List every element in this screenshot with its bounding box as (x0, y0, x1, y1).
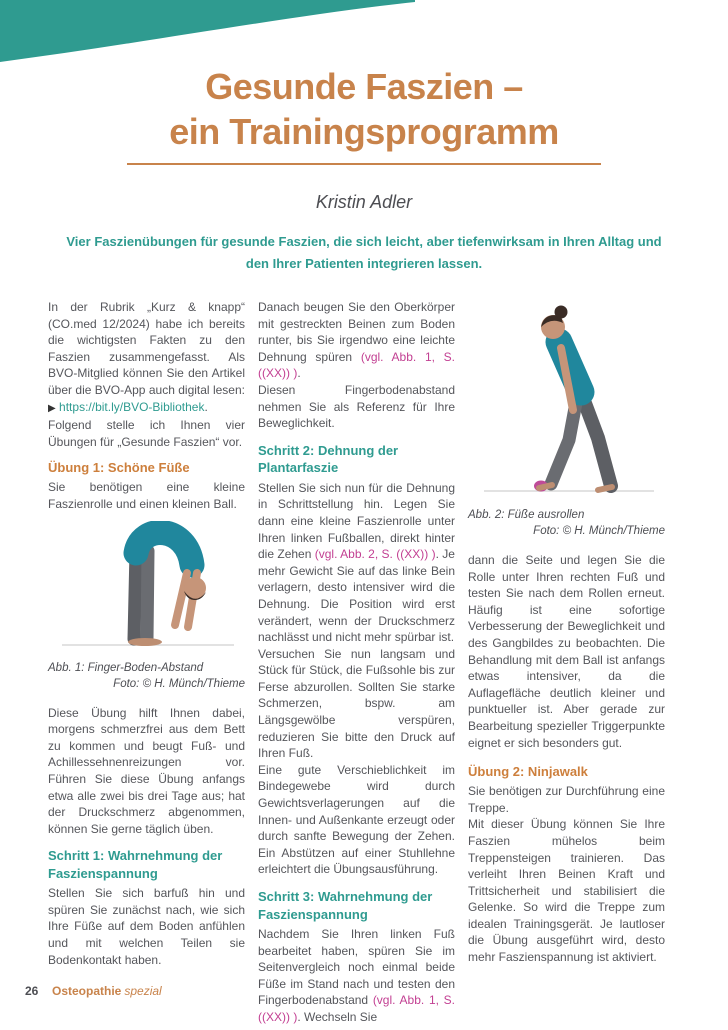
paragraph: dann die Seite und legen Sie die Rolle unter Ihren rechten Fuß und testen Sie nach dem Rollen erneut. Häufig ist eine sofortige Verbesserung der Beweglichkeit und des Gangbildes zu beobachten. Die Behandlung mit dem Ball ist anfangs etwas intensiver, da die Auflagefläche deutlich kleiner und punktueller ist. Aber gerade zur Bearbeitung spezieller Triggerpunkte eignet er sich besonders gut. (468, 553, 665, 750)
hair-bun (555, 306, 568, 319)
figure-reference: (vgl. Abb. 1, S. ((XX)) ) (258, 349, 455, 381)
figure-2-credit: Foto: © H. Münch/Thieme (533, 525, 665, 537)
exercise-photo-forward-bend (48, 521, 245, 655)
article-header (0, 64, 728, 154)
paragraph: In der Rubrik „Kurz & knapp“ (CO.med 12/2024) habe ich bereits die wichtigsten Fakten zu den Faszien zusammengefasst. Als BVO-Mitglied können Sie den Artikel über die BVO-App auch digital lesen: ▶ https://bit.ly/BVO-Bibliothek. (48, 300, 245, 414)
figure-reference: (vgl. Abb. 1, S. ((XX)) ) (258, 993, 456, 1024)
paragraph: Nachdem Sie Ihren linken Fuß bearbeitet haben, spüren Sie im Seitenvergleich noch einmal beide Füße im Stand nach und testen den Fingerbodenabstand (vgl. Abb. 1, S. ((XX)) ). Wechseln Sie (258, 927, 456, 1024)
page-title (0, 64, 728, 154)
foot (539, 485, 552, 488)
paragraph: Eine gute Verschieblichkeit im Bindegewebe wird durch Gewichtsverlagerungen auf die Innen- und Außenkante erzeugt oder durch sanfte Bewegung der Zehen. Ein Abstützen auf einer Stuhllehne erleichtert die Übungsausführung. (258, 762, 455, 877)
column-1 (48, 299, 245, 968)
column-3 (468, 288, 665, 966)
paragraph: Stellen Sie sich barfuß hin und spüren Sie zunächst nach, wie sich Ihre Füße auf dem Boden anfühlen und mit welchen Teilen sie Bodenkontakt haben. (48, 886, 245, 967)
heading-schritt-1: Schritt 1: Wahrnehmung der Faszienspannung (48, 848, 223, 881)
heading-schritt-2: Schritt 2: Dehnung der Plantarfaszie (258, 442, 399, 476)
heading-uebung-2: Übung 2: Ninjawalk (468, 764, 588, 780)
paragraph: Mit dieser Übung können Sie Ihre Faszien mühelos beim Treppensteigen trainieren. Das verleiht Ihren Beinen Kraft und Trittsicherheit und stabilisiert die Gelenke. So wird die Treppe zum idealen Trainingsgerät. Je lautloser die Übung ausgeführt wird, desto mehr Faszienspannung ist aktiviert. (468, 817, 665, 965)
author-name: Kristin Adler (315, 192, 413, 212)
paragraph: Stellen Sie sich nun für die Dehnung in Schrittstellung hin. Legen Sie dann eine kleine Faszienrolle unter Ihren linken Fußballen, direkt hinter die Zehen (vgl. Abb. 2, S. ((XX)) ). Je mehr Gewicht Sie auf das linke Bein verlagern, desto intensiver wird die Dehnung. Die Position wird erst verändert, wenn der Druckschmerz nachlässt und nicht mehr spürbar ist. (258, 480, 455, 645)
heading-schritt-3: Schritt 3: Wahrnehmung der Faszienspannung (258, 889, 433, 922)
figure-1 (48, 521, 245, 692)
paragraph: Folgend stelle ich Ihnen vier Übungen für „Gesunde Faszien“ vor. (48, 418, 245, 449)
title-line-2: ein Trainingsprogramm (169, 111, 559, 152)
title-divider (127, 163, 601, 165)
figure-1-credit: Foto: © H. Münch/Thieme (113, 677, 245, 690)
magazine-name: Osteopathie spezial (52, 984, 162, 998)
title-line-1: Gesunde Faszien – (205, 66, 523, 107)
paragraph: Sie benötigen eine kleine Faszienrolle und einen kleinen Ball. (48, 480, 245, 511)
link-arrow-icon: ▶ (48, 402, 56, 414)
page-number: 26 (25, 984, 39, 998)
paragraph: Sie benötigen zur Durchführung eine Treppe. (468, 784, 665, 815)
paragraph: Danach beugen Sie den Oberkörper mit gestreckten Beinen zum Boden runter, bis Sie irgendwo eine leichte Dehnung spüren (vgl. Abb. 1, S. ((XX)) ). (258, 300, 455, 381)
figure-reference: (vgl. Abb. 2, S. ((XX)) ) (314, 547, 436, 562)
intro-standfirst: Vier Faszienübungen für gesunde Faszien, die sich leicht, aber tiefenwirksam in Ihren Alltag und den Ihrer Patienten integrieren lassen. (66, 234, 662, 271)
figure-2 (468, 288, 665, 539)
paragraph: Diesen Fingerbodenabstand nehmen Sie als Referenz für Ihre Beweglichkeit. (258, 382, 455, 431)
paragraph: Versuchen Sie nun langsam und Stück für Stück, die Fußsohle bis zur Ferse abzurollen. Sollten Sie starke Schmerzen, bspw. am Längsgewölbe verspüren, reduzieren Sie bitte den Druck auf Ihren Fuß. (258, 646, 455, 761)
corner-swoosh-decoration (0, 0, 420, 66)
exercise-photo-foot-rolling (468, 288, 665, 502)
figure-2-caption: Abb. 2: Füße ausrollen (468, 509, 585, 521)
column-2 (258, 299, 455, 1026)
heading-uebung-1: Übung 1: Schöne Füße (48, 460, 190, 476)
figure-1-caption: Abb. 1: Finger-Boden-Abstand (48, 661, 204, 674)
foot (598, 487, 612, 490)
paragraph: Diese Übung hilft Ihnen dabei, morgens schmerzfrei aus dem Bett zu kommen und beugt Fuß- und Achillessehnenreizungen vor. Führen Sie diese Übung anfangs etwa alle zwei bis drei Tage aus; hat der Druckschmerz abgenommen, können Sie gerne täglich üben. (48, 705, 245, 836)
bvo-library-link[interactable]: https://bit.ly/BVO-Bibliothek (59, 399, 205, 414)
